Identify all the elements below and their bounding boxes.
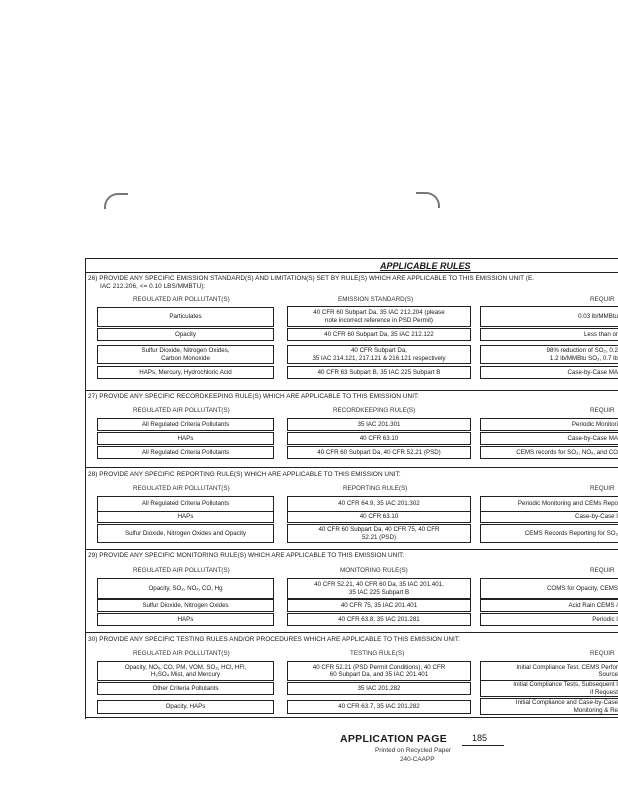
pollutant-cell: Sulfur Dioxide, Nitrogen Oxides and Opacity <box>97 524 274 543</box>
section-30-heading: 30) PROVIDE ANY SPECIFIC TESTING RULES AND/OR PROCEDURES WHICH ARE APPLICABLE TO THIS EMISSION UNIT: <box>88 636 460 643</box>
section-divider <box>85 549 618 550</box>
column-header-pollutant: REGULATED AIR POLLUTANT(S) <box>133 485 230 492</box>
requirement-cell: Initial Compliance Tests, Subsequent I if Request <box>480 680 618 697</box>
rule-cell: 40 CFR 60 Subpart Da, 35 IAC 212.122 <box>287 328 471 341</box>
pollutant-cell: HAPs <box>97 432 274 445</box>
column-header-rule: EMISSION STANDARD(S) <box>338 296 414 303</box>
rule-cell: 40 CFR 60 Subpart Da, 35 IAC 212.204 (please note incorrect reference in PSD Permit) <box>287 306 471 327</box>
rule-cell: 35 IAC 201.301 <box>287 418 471 431</box>
requirement-cell: Case-by-Case MA <box>480 432 618 445</box>
rule-cell: 40 CFR 75, 35 IAC 201.401 <box>287 599 471 612</box>
requirement-cell: Case-by-Case MA <box>480 366 618 379</box>
section-divider <box>85 467 618 468</box>
page-curl-mark <box>416 192 440 208</box>
column-header-rule: TESTING RULE(S) <box>350 650 405 657</box>
column-header-requirement: REQUIR <box>590 567 615 574</box>
section-27-heading: 27) PROVIDE ANY SPECIFIC RECORDKEEPING RULE(S) WHICH ARE APPLICABLE TO THIS EMISSION UNIT: <box>88 393 420 400</box>
pollutant-cell: Sulfur Dioxide, Nitrogen Oxides, Carbon Monoxide <box>97 345 274 364</box>
requirement-cell: Acid Rain CEMS / <box>480 599 618 612</box>
rule-cell: 40 CFR 60 Subpart Da, 40 CFR 52.21 (PSD) <box>287 446 471 459</box>
requirement-cell: 0.03 lb/MMBtu <box>480 306 618 327</box>
requirement-cell: Initial Compliance and Case-by-Case Monitoring & Re <box>480 698 618 715</box>
column-header-pollutant: REGULATED AIR POLLUTANT(S) <box>133 567 230 574</box>
column-header-requirement: REQUIR <box>590 485 615 492</box>
section-divider <box>85 390 618 391</box>
section-26-heading: 26) PROVIDE ANY SPECIFIC EMISSION STANDARD(S) AND LIMITATION(S) SET BY RULE(S) WHICH ARE APPLICABLE TO THIS EMISSION UNIT (E. <box>88 275 535 282</box>
section-28-heading: 28) PROVIDE ANY SPECIFIC REPORTING RULE(S) WHICH ARE APPLICABLE TO THIS EMISSION UNIT: <box>88 471 401 478</box>
page-curl-mark <box>104 193 128 209</box>
pollutant-cell: Other Criteria Pollutants <box>97 682 274 695</box>
requirement-cell: Periodic Monitori <box>480 418 618 431</box>
rule-cell: 40 CFR 52.21 (PSD Permit Conditions), 40 CFR 60 Subpart Da, and 35 IAC 201.401 <box>287 661 471 681</box>
rule-cell: 40 CFR 63.8, 35 IAC 201.281 <box>287 613 471 626</box>
pollutant-cell: HAPs <box>97 613 274 626</box>
requirement-cell: Less than or <box>480 328 618 341</box>
column-header-pollutant: REGULATED AIR POLLUTANT(S) <box>133 650 230 657</box>
column-header-rule: RECORDKEEPING RULE(S) <box>333 407 416 414</box>
column-header-rule: REPORTING RULE(S) <box>343 485 408 492</box>
column-header-rule: MONITORING RULE(S) <box>340 567 408 574</box>
rule-cell: 40 CFR 63.7, 35 IAC 201.282 <box>287 700 471 714</box>
requirement-cell: Periodic Monitoring and CEMs Repo <box>480 496 618 512</box>
pollutant-cell: Sulfur Dioxide, Nitrogen Oxides <box>97 599 274 612</box>
pollutant-cell: Opacity <box>97 328 274 341</box>
pollutant-cell: All Regulated Criteria Pollutants <box>97 418 274 431</box>
requirement-cell: CEMS Records Reporting for SO₂ <box>480 524 618 543</box>
pollutant-cell: Particulates <box>97 307 274 327</box>
page-number-underline <box>462 745 504 746</box>
rule-cell: 40 CFR 63.10 <box>287 511 471 523</box>
column-header-pollutant: REGULATED AIR POLLUTANT(S) <box>133 407 230 414</box>
pollutant-cell: All Regulated Criteria Pollutants <box>97 496 274 512</box>
pollutant-cell: All Regulated Criteria Pollutants <box>97 446 274 459</box>
rule-cell: 35 IAC 201.282 <box>287 682 471 695</box>
requirement-cell: Periodic I <box>480 613 618 626</box>
requirement-cell: 98% reduction of SO₂, 0.2 1.2 lb/MMBtu SO₂, 0.7 lb <box>480 345 618 364</box>
column-header-requirement: REQUIR <box>590 296 615 303</box>
pollutant-cell: HAPs <box>97 511 274 523</box>
rule-cell: 40 CFR 60 Subpart Da, 40 CFR 75, 40 CFR 52.21 (PSD) <box>287 524 471 543</box>
section-29-heading: 29) PROVIDE ANY SPECIFIC MONITORING RULE(S) WHICH ARE APPLICABLE TO THIS EMISSION UNIT: <box>88 552 405 559</box>
page-number: 185 <box>472 733 488 743</box>
column-header-requirement: REQUIR <box>590 407 615 414</box>
section-26-heading-cont: IAC 212.206, <= 0.10 LBS/MMBTU): <box>100 283 206 290</box>
section-divider <box>85 717 618 718</box>
pollutant-cell: Opacity, SO₂, NOₓ, CO, Hg <box>97 578 274 599</box>
pollutant-cell: Opacity, NOₓ, CO, PM, VOM, SO₂, HCl, HFl, H₂SO₄ Mist, and Mercury <box>97 661 274 681</box>
requirement-cell: CEMS records for SO₂, NOₓ, and CO <box>480 446 618 459</box>
footer-label: APPLICATION PAGE <box>340 733 448 745</box>
pollutant-cell: HAPs, Mercury, Hydrochloric Acid <box>97 366 274 379</box>
rule-cell: 40 CFR 63.10 <box>287 432 471 445</box>
rule-cell: 40 CFR 64.9, 35 IAC 201.302 <box>287 496 471 512</box>
page-title: APPLICABLE RULES <box>380 261 471 271</box>
form-number: 240-CAAPP <box>400 756 435 763</box>
rule-cell: 40 CFR Subpart Da, 35 IAC 214.121, 217.121 & 216.121 respectively <box>287 345 471 364</box>
rule-cell: 40 CFR 52.21, 40 CFR 60 Da, 35 IAC 201.401, 35 IAC 225 Subpart B <box>287 578 471 599</box>
section-divider <box>85 632 618 633</box>
column-header-requirement: REQUIR <box>590 650 615 657</box>
column-header-pollutant: REGULATED AIR POLLUTANT(S) <box>133 296 230 303</box>
requirement-cell: COMS for Opacity, CEMS <box>480 578 618 599</box>
rule-cell: 40 CFR 63 Subpart B, 35 IAC 225 Subpart B <box>287 366 471 379</box>
requirement-cell: Case-by-Case I <box>480 511 618 523</box>
section-divider <box>85 272 618 273</box>
recycled-paper-note: Printed on Recycled Paper <box>375 747 452 754</box>
requirement-cell: Initial Compliance Test, CEMS Perfor Source <box>480 661 618 681</box>
pollutant-cell: Opacity, HAPs <box>97 700 274 714</box>
